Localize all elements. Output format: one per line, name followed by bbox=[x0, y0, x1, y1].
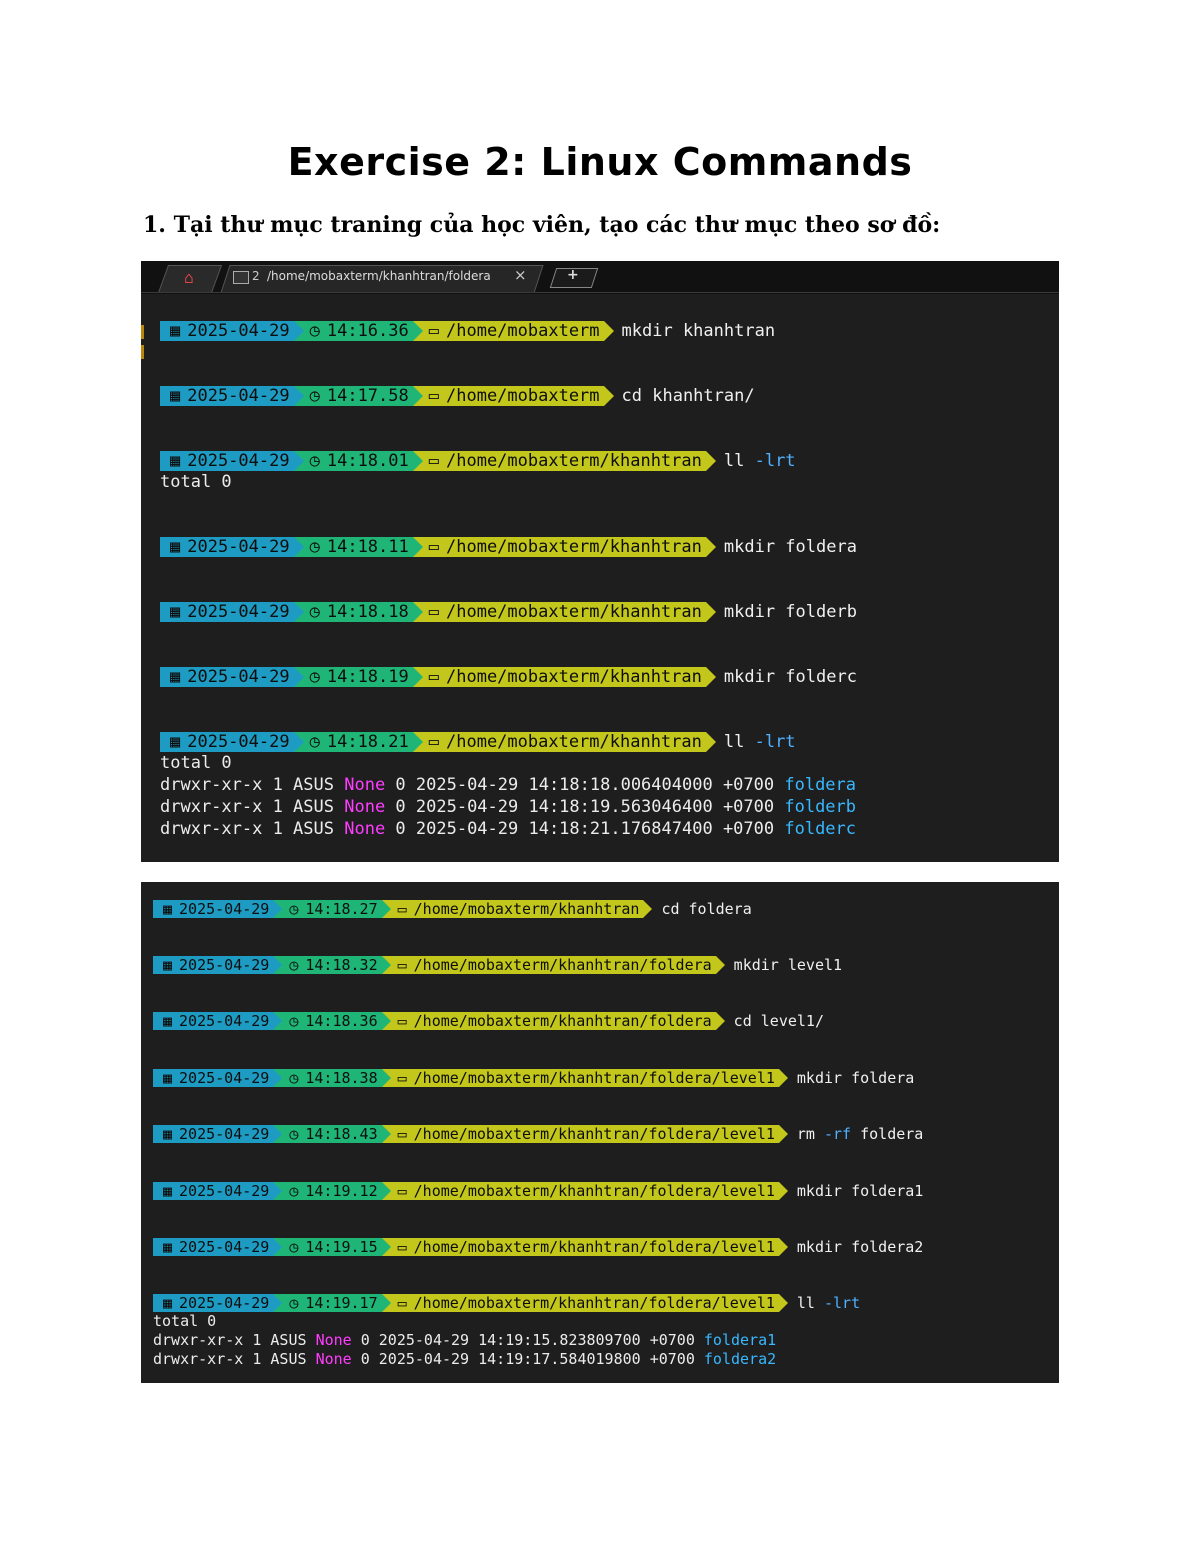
listing-row bbox=[160, 819, 856, 839]
clock-icon: ◷ bbox=[309, 667, 320, 687]
listing-details: 0 2025-04-29 14:18:18.006404000 +0700 bbox=[385, 775, 785, 795]
command bbox=[706, 451, 796, 471]
clock-icon: ◷ bbox=[289, 1294, 299, 1312]
calendar-icon: ▦ bbox=[170, 667, 181, 687]
path-segment bbox=[382, 1069, 779, 1087]
prompt-path: /home/mobaxterm/khanhtran/foldera/level1 bbox=[413, 1125, 775, 1143]
command bbox=[706, 537, 857, 557]
tab-bar bbox=[141, 261, 1059, 294]
command bbox=[779, 1125, 923, 1143]
calendar-icon: ▦ bbox=[170, 602, 181, 622]
command-flag: -lrt bbox=[823, 1294, 861, 1312]
prompt-line bbox=[160, 451, 796, 471]
prompt-line bbox=[153, 1182, 923, 1200]
listing-group: None bbox=[344, 775, 386, 795]
command-text: mkdir foldera bbox=[723, 537, 857, 557]
path-segment bbox=[382, 1294, 779, 1312]
calendar-icon: ▦ bbox=[163, 1012, 173, 1030]
prompt-path: /home/mobaxterm/khanhtran/foldera bbox=[413, 956, 712, 974]
prompt-line bbox=[153, 956, 842, 974]
command bbox=[643, 900, 751, 918]
listing-perms: drwxr-xr-x 1 ASUS bbox=[153, 1331, 316, 1349]
prompt-date: 2025-04-29 bbox=[187, 451, 290, 471]
prompt-time: 14:19.17 bbox=[305, 1294, 378, 1312]
session-tab-number: 2 bbox=[252, 269, 260, 283]
command bbox=[779, 1182, 923, 1200]
prompt-date: 2025-04-29 bbox=[179, 956, 270, 974]
date-segment bbox=[153, 1182, 273, 1200]
calendar-icon: ▦ bbox=[170, 451, 181, 471]
calendar-icon: ▦ bbox=[170, 537, 181, 557]
prompt-path: /home/mobaxterm/khanhtran/foldera/level1 bbox=[413, 1182, 775, 1200]
prompt-path: /home/mobaxterm/khanhtran bbox=[446, 602, 702, 622]
prompt-line bbox=[160, 732, 796, 752]
terminal-screenshot-2 bbox=[141, 882, 1059, 1383]
date-segment bbox=[160, 386, 294, 406]
command bbox=[779, 1069, 914, 1087]
command-text: rm bbox=[796, 1125, 824, 1143]
path-segment bbox=[382, 1125, 779, 1143]
listing-details: 0 2025-04-29 14:19:17.584019800 +0700 bbox=[351, 1350, 704, 1368]
listing-group: None bbox=[344, 819, 386, 839]
path-segment bbox=[413, 321, 604, 341]
folder-icon: ▭ bbox=[428, 602, 439, 622]
command-text: mkdir folderb bbox=[723, 602, 857, 622]
listing-dirname: folderc bbox=[784, 819, 857, 839]
prompt-line bbox=[160, 602, 857, 622]
time-segment bbox=[294, 321, 413, 341]
time-segment bbox=[294, 386, 413, 406]
terminal-icon bbox=[233, 271, 249, 284]
output-total: total 0 bbox=[160, 753, 232, 773]
time-segment bbox=[273, 1069, 381, 1087]
command-text: mkdir level1 bbox=[733, 956, 843, 974]
prompt-line bbox=[153, 1012, 824, 1030]
command bbox=[706, 667, 857, 687]
listing-row bbox=[160, 797, 856, 817]
folder-icon: ▭ bbox=[397, 1182, 407, 1200]
time-segment bbox=[273, 1238, 381, 1256]
command-text: cd level1/ bbox=[733, 1012, 824, 1030]
clock-icon: ◷ bbox=[309, 386, 320, 406]
path-segment bbox=[413, 667, 706, 687]
time-segment bbox=[294, 602, 413, 622]
clock-icon: ◷ bbox=[289, 1012, 299, 1030]
margin-marker bbox=[141, 325, 144, 339]
path-segment bbox=[413, 537, 706, 557]
prompt-path: /home/mobaxterm bbox=[446, 321, 600, 341]
listing-group: None bbox=[315, 1331, 352, 1349]
path-segment bbox=[382, 900, 644, 918]
date-segment bbox=[153, 900, 273, 918]
prompt-line bbox=[153, 900, 752, 918]
prompt-date: 2025-04-29 bbox=[179, 1238, 270, 1256]
clock-icon: ◷ bbox=[309, 451, 320, 471]
command bbox=[716, 956, 842, 974]
prompt-date: 2025-04-29 bbox=[187, 537, 290, 557]
output-total: total 0 bbox=[160, 472, 232, 492]
folder-icon: ▭ bbox=[397, 1069, 407, 1087]
prompt-line bbox=[160, 667, 857, 687]
calendar-icon: ▦ bbox=[170, 321, 181, 341]
listing-perms: drwxr-xr-x 1 ASUS bbox=[160, 775, 345, 795]
prompt-path: /home/mobaxterm/khanhtran/foldera/level1 bbox=[413, 1238, 775, 1256]
home-icon[interactable]: ⌂ bbox=[184, 268, 194, 287]
command-text: mkdir foldera2 bbox=[796, 1238, 924, 1256]
command bbox=[779, 1294, 860, 1312]
clock-icon: ◷ bbox=[289, 1069, 299, 1087]
clock-icon: ◷ bbox=[289, 1125, 299, 1143]
prompt-time: 14:17.58 bbox=[326, 386, 409, 406]
exercise-heading: 1. Tại thư mục traning của học viên, tạo các thư mục theo sơ đồ: bbox=[143, 212, 941, 238]
prompt-line bbox=[160, 537, 857, 557]
folder-icon: ▭ bbox=[397, 1125, 407, 1143]
date-segment bbox=[160, 537, 294, 557]
command-text: cd foldera bbox=[661, 900, 752, 918]
output-total: total 0 bbox=[153, 1312, 217, 1330]
calendar-icon: ▦ bbox=[163, 1069, 173, 1087]
prompt-line bbox=[160, 321, 775, 341]
folder-icon: ▭ bbox=[397, 1012, 407, 1030]
prompt-date: 2025-04-29 bbox=[179, 900, 270, 918]
calendar-icon: ▦ bbox=[163, 1125, 173, 1143]
listing-group: None bbox=[315, 1350, 352, 1368]
clock-icon: ◷ bbox=[289, 956, 299, 974]
time-segment bbox=[294, 667, 413, 687]
terminal-screenshot-1 bbox=[141, 261, 1059, 862]
plus-icon[interactable]: + bbox=[567, 267, 579, 283]
calendar-icon: ▦ bbox=[163, 1294, 173, 1312]
prompt-date: 2025-04-29 bbox=[179, 1125, 270, 1143]
time-segment bbox=[273, 900, 381, 918]
date-segment bbox=[153, 1012, 273, 1030]
listing-dirname: foldera bbox=[784, 775, 857, 795]
prompt-path: /home/mobaxterm/khanhtran bbox=[413, 900, 640, 918]
command bbox=[604, 321, 776, 341]
listing-group: None bbox=[344, 797, 386, 817]
date-segment bbox=[153, 1125, 273, 1143]
clock-icon: ◷ bbox=[289, 1238, 299, 1256]
listing-details: 0 2025-04-29 14:19:15.823809700 +0700 bbox=[351, 1331, 704, 1349]
command-text: mkdir folderc bbox=[723, 667, 857, 687]
command-text: mkdir khanhtran bbox=[621, 321, 776, 341]
prompt-time: 14:19.15 bbox=[305, 1238, 378, 1256]
prompt-time: 14:18.36 bbox=[305, 1012, 378, 1030]
prompt-path: /home/mobaxterm/khanhtran/foldera/level1 bbox=[413, 1294, 775, 1312]
calendar-icon: ▦ bbox=[163, 956, 173, 974]
time-segment bbox=[294, 732, 413, 752]
prompt-path: /home/mobaxterm/khanhtran bbox=[446, 732, 702, 752]
time-segment bbox=[273, 1182, 381, 1200]
date-segment bbox=[160, 602, 294, 622]
clock-icon: ◷ bbox=[309, 321, 320, 341]
session-tab-title[interactable]: /home/mobaxterm/khanhtran/foldera bbox=[267, 269, 491, 283]
date-segment bbox=[160, 321, 294, 341]
prompt-time: 14:18.27 bbox=[305, 900, 378, 918]
calendar-icon: ▦ bbox=[163, 1182, 173, 1200]
date-segment bbox=[160, 667, 294, 687]
command bbox=[706, 602, 857, 622]
prompt-path: /home/mobaxterm/khanhtran/foldera/level1 bbox=[413, 1069, 775, 1087]
date-segment bbox=[160, 732, 294, 752]
tab-divider bbox=[141, 292, 1059, 293]
path-segment bbox=[413, 451, 706, 471]
time-segment bbox=[294, 537, 413, 557]
time-segment bbox=[273, 956, 381, 974]
listing-row bbox=[153, 1331, 776, 1349]
command-text: ll bbox=[796, 1294, 824, 1312]
prompt-path: /home/mobaxterm/khanhtran bbox=[446, 451, 702, 471]
prompt-date: 2025-04-29 bbox=[179, 1012, 270, 1030]
clock-icon: ◷ bbox=[309, 537, 320, 557]
command-text: ll bbox=[723, 451, 755, 471]
prompt-date: 2025-04-29 bbox=[187, 732, 290, 752]
prompt-date: 2025-04-29 bbox=[179, 1069, 270, 1087]
prompt-time: 14:18.32 bbox=[305, 956, 378, 974]
calendar-icon: ▦ bbox=[163, 900, 173, 918]
listing-row bbox=[153, 1350, 776, 1368]
prompt-date: 2025-04-29 bbox=[187, 602, 290, 622]
folder-icon: ▭ bbox=[397, 1238, 407, 1256]
time-segment bbox=[273, 1125, 381, 1143]
folder-icon: ▭ bbox=[428, 386, 439, 406]
listing-row bbox=[160, 775, 856, 795]
calendar-icon: ▦ bbox=[170, 386, 181, 406]
prompt-path: /home/mobaxterm/khanhtran bbox=[446, 537, 702, 557]
prompt-time: 14:18.19 bbox=[326, 667, 409, 687]
listing-dirname: folderb bbox=[784, 797, 857, 817]
clock-icon: ◷ bbox=[309, 602, 320, 622]
command-flag: -lrt bbox=[754, 451, 796, 471]
calendar-icon: ▦ bbox=[163, 1238, 173, 1256]
prompt-time: 14:18.01 bbox=[326, 451, 409, 471]
prompt-time: 14:18.11 bbox=[326, 537, 409, 557]
folder-icon: ▭ bbox=[428, 732, 439, 752]
path-segment bbox=[413, 386, 604, 406]
prompt-path: /home/mobaxterm bbox=[446, 386, 600, 406]
margin-marker bbox=[141, 345, 144, 359]
clock-icon: ◷ bbox=[309, 732, 320, 752]
prompt-date: 2025-04-29 bbox=[179, 1294, 270, 1312]
prompt-time: 14:19.12 bbox=[305, 1182, 378, 1200]
prompt-line bbox=[160, 386, 755, 406]
folder-icon: ▭ bbox=[397, 1294, 407, 1312]
folder-icon: ▭ bbox=[428, 451, 439, 471]
command bbox=[604, 386, 755, 406]
prompt-time: 14:16.36 bbox=[326, 321, 409, 341]
path-segment bbox=[413, 602, 706, 622]
prompt-line bbox=[153, 1294, 860, 1312]
command-text: cd khanhtran/ bbox=[621, 386, 755, 406]
listing-details: 0 2025-04-29 14:18:19.563046400 +0700 bbox=[385, 797, 785, 817]
page-title: Exercise 2: Linux Commands bbox=[287, 140, 913, 184]
listing-dirname: foldera1 bbox=[703, 1331, 777, 1349]
prompt-time: 14:18.43 bbox=[305, 1125, 378, 1143]
command-flag: -rf bbox=[823, 1125, 852, 1143]
path-segment bbox=[413, 732, 706, 752]
prompt-date: 2025-04-29 bbox=[179, 1182, 270, 1200]
listing-perms: drwxr-xr-x 1 ASUS bbox=[160, 797, 345, 817]
folder-icon: ▭ bbox=[428, 537, 439, 557]
date-segment bbox=[153, 1294, 273, 1312]
path-segment bbox=[382, 956, 716, 974]
command-arg: foldera bbox=[851, 1125, 924, 1143]
listing-perms: drwxr-xr-x 1 ASUS bbox=[153, 1350, 316, 1368]
command bbox=[716, 1012, 824, 1030]
folder-icon: ▭ bbox=[397, 900, 407, 918]
folder-icon: ▭ bbox=[428, 667, 439, 687]
prompt-line bbox=[153, 1069, 914, 1087]
command bbox=[779, 1238, 923, 1256]
prompt-path: /home/mobaxterm/khanhtran bbox=[446, 667, 702, 687]
path-segment bbox=[382, 1238, 779, 1256]
folder-icon: ▭ bbox=[397, 956, 407, 974]
time-segment bbox=[273, 1294, 381, 1312]
prompt-line bbox=[153, 1125, 923, 1143]
command-text: ll bbox=[723, 732, 755, 752]
clock-icon: ◷ bbox=[289, 900, 299, 918]
path-segment bbox=[382, 1012, 716, 1030]
prompt-time: 14:18.21 bbox=[326, 732, 409, 752]
clock-icon: ◷ bbox=[289, 1182, 299, 1200]
listing-perms: drwxr-xr-x 1 ASUS bbox=[160, 819, 345, 839]
date-segment bbox=[160, 451, 294, 471]
prompt-path: /home/mobaxterm/khanhtran/foldera bbox=[413, 1012, 712, 1030]
prompt-date: 2025-04-29 bbox=[187, 321, 290, 341]
close-icon[interactable]: × bbox=[514, 266, 527, 284]
time-segment bbox=[294, 451, 413, 471]
date-segment bbox=[153, 1238, 273, 1256]
prompt-date: 2025-04-29 bbox=[187, 386, 290, 406]
calendar-icon: ▦ bbox=[170, 732, 181, 752]
command-text: mkdir foldera1 bbox=[796, 1182, 924, 1200]
command bbox=[706, 732, 796, 752]
prompt-time: 14:18.18 bbox=[326, 602, 409, 622]
prompt-line bbox=[153, 1238, 923, 1256]
date-segment bbox=[153, 956, 273, 974]
listing-details: 0 2025-04-29 14:18:21.176847400 +0700 bbox=[385, 819, 785, 839]
command-text: mkdir foldera bbox=[796, 1069, 915, 1087]
listing-dirname: foldera2 bbox=[703, 1350, 777, 1368]
folder-icon: ▭ bbox=[428, 321, 439, 341]
path-segment bbox=[382, 1182, 779, 1200]
date-segment bbox=[153, 1069, 273, 1087]
prompt-time: 14:18.38 bbox=[305, 1069, 378, 1087]
command-flag: -lrt bbox=[754, 732, 796, 752]
time-segment bbox=[273, 1012, 381, 1030]
prompt-date: 2025-04-29 bbox=[187, 667, 290, 687]
